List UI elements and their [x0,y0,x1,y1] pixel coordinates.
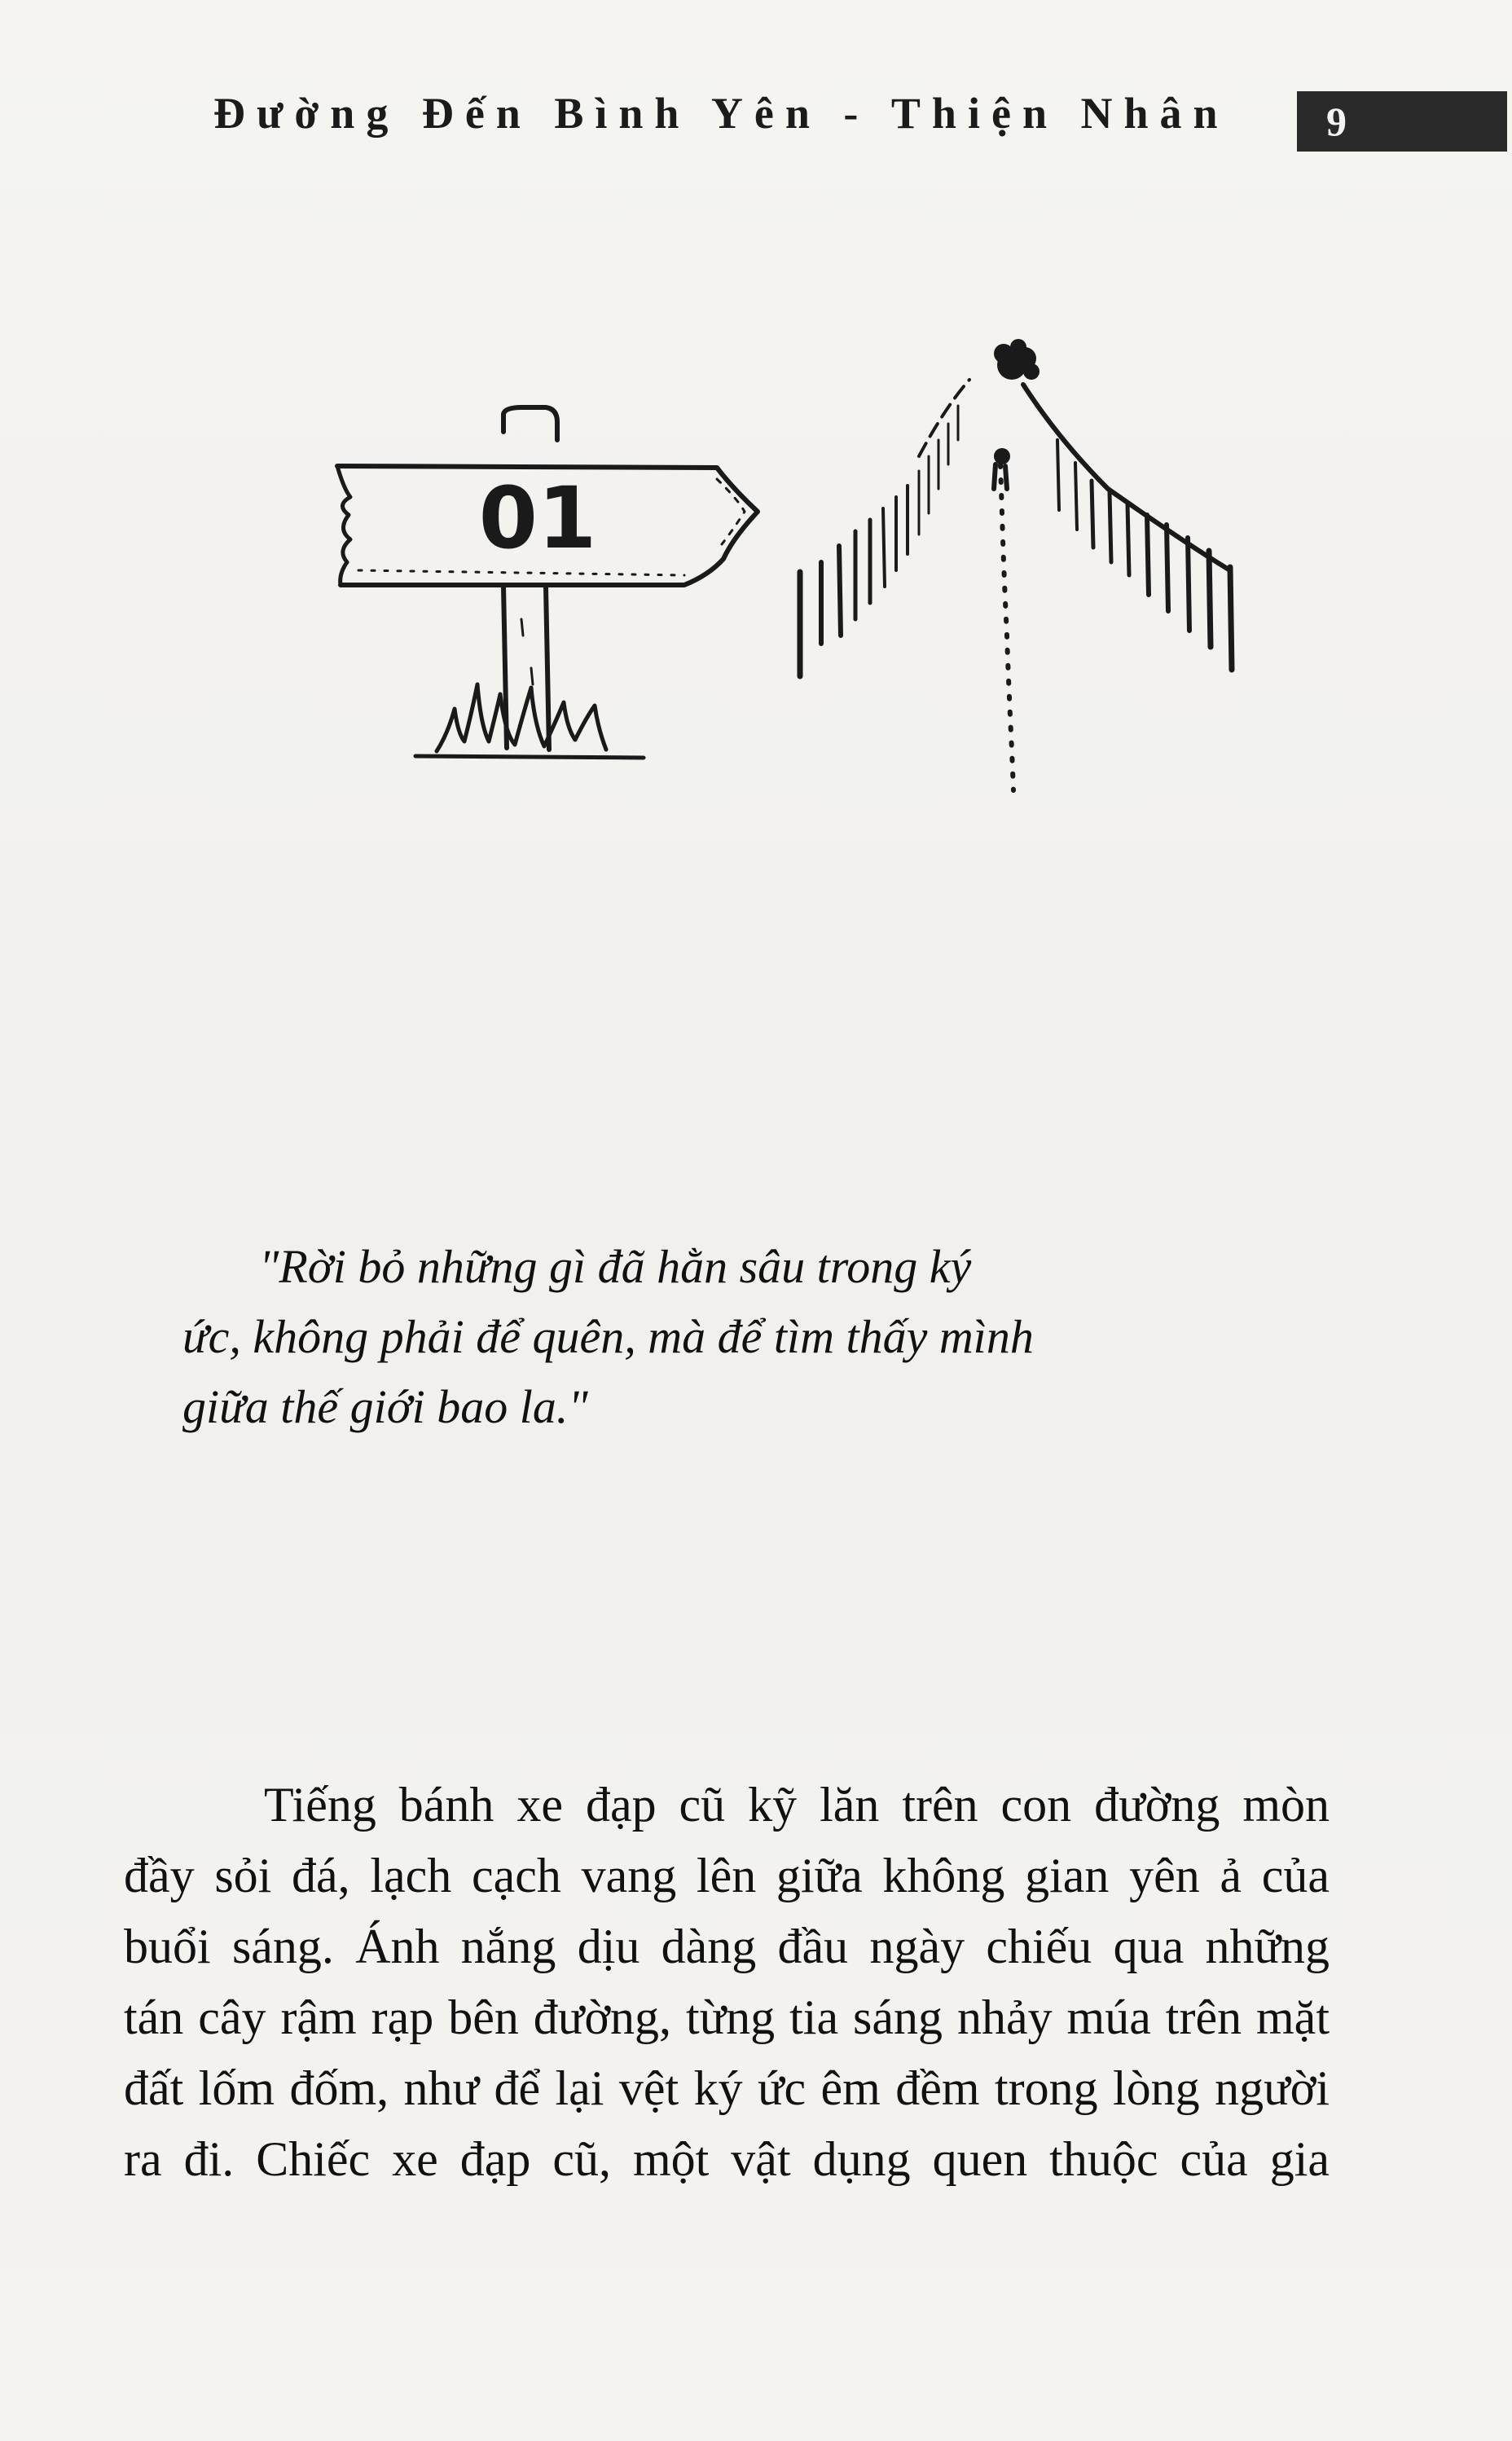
body-line: buổi sáng. Ánh nắng dịu dàng đầu ngày chiếu qua những [124,1920,1330,1973]
running-header: Đường Đến Bình Yên - Thiện Nhân [213,89,1229,138]
signpost-road-illustration [326,326,1271,807]
page-number-tab [1297,91,1507,152]
path-dots [1000,464,1013,790]
body-line: đầy sỏi đá, lạch cạch vang lên giữa không gian yên ả của [124,1849,1330,1902]
grass [437,684,606,751]
body-line: Tiếng bánh xe đạp cũ kỹ lăn trên con đường mòn [264,1778,1330,1832]
signpost-cap [503,407,557,440]
signpost-pole-right [546,587,549,750]
quote-line: "Rời bỏ những gì đã hằn sâu trong ký [259,1240,972,1293]
body-line: đất lốm đốm, như để lại vệt ký ức êm đềm trong lòng người [124,2061,1330,2115]
quote-line: giữa thế giới bao la." [182,1380,588,1433]
page-number: 9 [1326,99,1347,144]
body-line: ra đi. Chiếc xe đạp cũ, một vật dụng quen thuộc của gia [124,2132,1330,2186]
body-line: tán cây rậm rạp bên đường, từng tia sáng nhảy múa trên mặt [124,1990,1330,2044]
sign-label: 01 [478,468,597,568]
epigraph-quote [182,1232,1220,1442]
quote-line: ức, không phải để quên, mà để tìm thấy mình [182,1310,1034,1363]
body-paragraph [124,1770,1330,2195]
